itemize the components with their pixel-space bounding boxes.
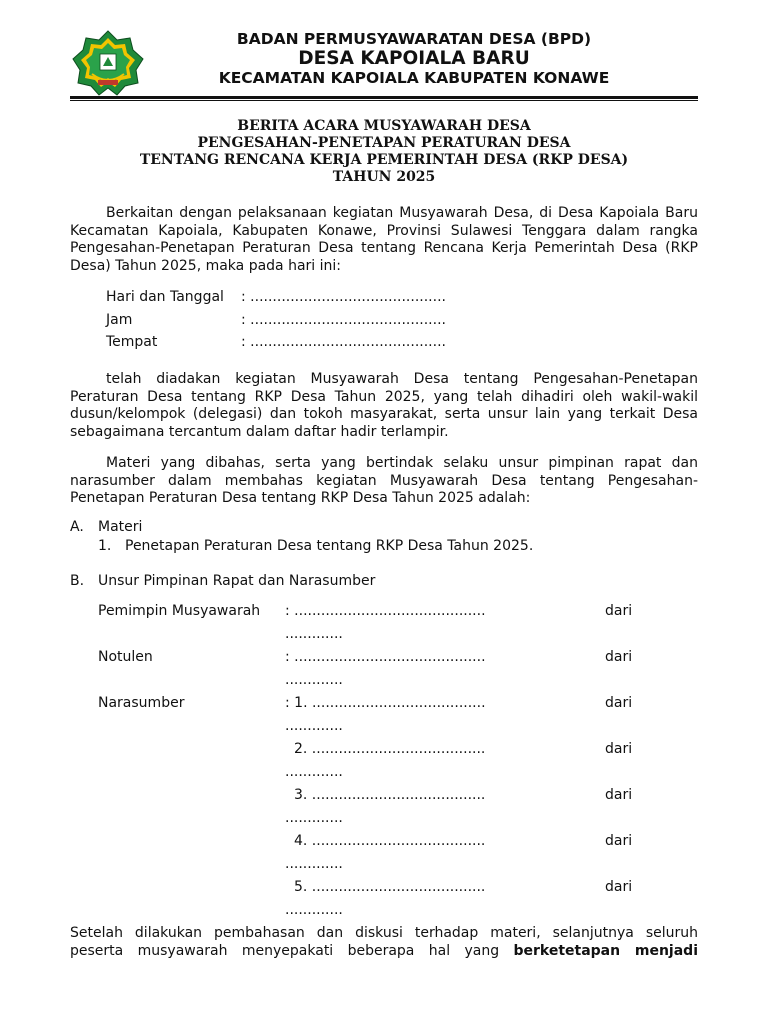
- role-speaker-1-value: : 1. .......................................: [285, 695, 486, 711]
- role-speaker-5-value: 5. .......................................: [294, 879, 486, 895]
- detail-date-label: Hari dan Tanggal: [106, 289, 224, 305]
- letterhead-divider-thin: [70, 100, 698, 101]
- role-speaker-1-continuation: .............: [285, 718, 343, 734]
- intro-paragraph: Berkaitan dengan pelaksanaan kegiatan Musyawarah Desa, di Desa Kapoiala Baru Kecamatan Kapoiala, Kabupaten Konawe, Provinsi Sulawesi Tenggara dalam rangka Pengesahan-Penetapan Peraturan Desa tentang Rencana Kerja Pemerintah Desa (RKP Desa) Tahun 2025, maka pada hari ini:: [70, 205, 698, 274]
- role-speaker-2-continuation: .............: [285, 764, 343, 780]
- section-a-heading: Materi: [98, 519, 143, 535]
- role-speaker-2-value: 2. .......................................: [294, 741, 486, 757]
- document-title-line-4: TAHUN 2025: [332, 169, 436, 185]
- role-speaker-3-continuation: .............: [285, 810, 343, 826]
- letterhead-institution: BADAN PERMUSYAWARATAN DESA (BPD): [236, 30, 592, 48]
- detail-place-value: : ............................................: [241, 334, 446, 350]
- document-title-line-1: BERITA ACARA MUSYAWARAH DESA: [237, 118, 531, 134]
- closing-line-2-bold: berketetapan menjadi: [513, 943, 698, 959]
- section-b-marker: B.: [70, 573, 85, 589]
- role-speaker-label: Narasumber: [98, 695, 185, 711]
- detail-place-label: Tempat: [106, 334, 158, 350]
- role-leader-continuation: .............: [285, 626, 343, 642]
- closing-line-1: Setelah dilakukan pembahasan dan diskusi terhadap materi, selanjutnya seluruh: [70, 925, 698, 941]
- meeting-held-paragraph: telah diadakan kegiatan Musyawarah Desa tentang Pengesahan-Penetapan Peraturan Desa tentang RKP Desa Tahun 2025, yang telah dihadiri oleh wakil-wakil dusun/kelompok (delegasi) dan tokoh masyarakat, serta unsur lain yang terkait Desa sebagaimana tercantum dalam daftar hadir terlampir.: [70, 371, 698, 440]
- section-a-item: Penetapan Peraturan Desa tentang RKP Desa Tahun 2025.: [125, 538, 534, 554]
- role-leader-label: Pemimpin Musyawarah: [98, 603, 261, 619]
- material-discussed-paragraph: Materi yang dibahas, serta yang bertindak selaku unsur pimpinan rapat dan narasumber dalam membahas kegiatan Musyawarah Desa tentang Pengesahan-Penetapan Peraturan Desa tentang RKP Desa Tahun 2025 adalah:: [70, 455, 698, 507]
- detail-time-label: Jam: [106, 312, 133, 328]
- role-leader-dari: dari: [605, 603, 633, 619]
- letterhead-district: KECAMATAN KAPOIALA KABUPATEN KONAWE: [218, 69, 610, 87]
- section-a-item-marker: 1.: [98, 538, 112, 554]
- role-speaker-1-dari: dari: [605, 695, 633, 711]
- role-speaker-4-dari: dari: [605, 833, 633, 849]
- letterhead-village: DESA KAPOIALA BARU: [298, 48, 530, 69]
- role-leader-value: : ...........................................: [285, 603, 486, 619]
- role-speaker-3-value: 3. .......................................: [294, 787, 486, 803]
- role-speaker-4-value: 4. .......................................: [294, 833, 486, 849]
- section-a-marker: A.: [70, 519, 84, 535]
- role-note-taker-label: Notulen: [98, 649, 153, 665]
- role-note-taker-continuation: .............: [285, 672, 343, 688]
- closing-line-2: [70, 943, 698, 961]
- detail-date-value: : ............................................: [241, 289, 446, 305]
- section-b-heading: Unsur Pimpinan Rapat dan Narasumber: [98, 573, 376, 589]
- role-note-taker-dari: dari: [605, 649, 633, 665]
- document-title-line-3: TENTANG RENCANA KERJA PEMERINTAH DESA (RKP DESA): [139, 152, 629, 168]
- role-note-taker-value: : ...........................................: [285, 649, 486, 665]
- role-speaker-2-dari: dari: [605, 741, 633, 757]
- role-speaker-4-continuation: .............: [285, 856, 343, 872]
- closing-line-2-text: peserta musyawarah menyepakati beberapa hal yang: [70, 943, 500, 959]
- letterhead-divider-thick: [70, 96, 698, 99]
- document-title-line-2: PENGESAHAN-PENETAPAN PERATURAN DESA: [197, 135, 571, 151]
- detail-time-value: : ............................................: [241, 312, 446, 328]
- role-speaker-5-dari: dari: [605, 879, 633, 895]
- role-speaker-3-dari: dari: [605, 787, 633, 803]
- role-speaker-5-continuation: .............: [285, 902, 343, 918]
